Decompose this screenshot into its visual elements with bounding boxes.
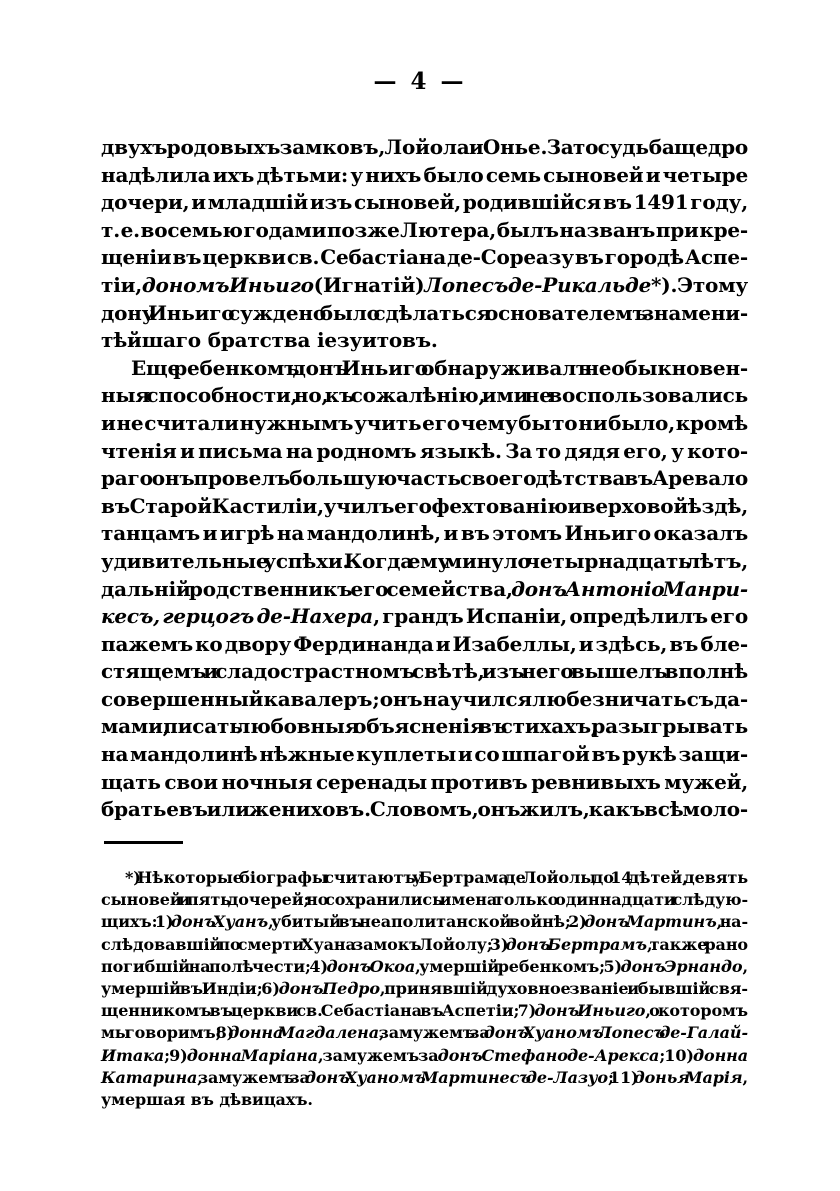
italic-text-run: донъ Хуаномъ Мартинесъ де-Лазуо bbox=[304, 1067, 608, 1087]
italic-text-run: донъ Окоа bbox=[326, 956, 416, 976]
text-line bbox=[101, 686, 748, 714]
text-run: стящемъ и сладострастномъ свѣтѣ, изъ него вышелъ вполнѣ bbox=[101, 659, 748, 684]
text-run: совершенный кавалеръ; онъ научился любезничать съ да- bbox=[101, 686, 748, 711]
footnote-line bbox=[101, 889, 748, 911]
footnote-line bbox=[101, 911, 748, 933]
italic-text-run: донъ Стефано де-Арекса bbox=[437, 1045, 660, 1065]
text-run: , принявшій духовное званіе и бывшій свя- bbox=[379, 979, 748, 999]
italic-text-run: Итака bbox=[101, 1045, 165, 1065]
footnote-line bbox=[101, 1022, 748, 1044]
text-line bbox=[101, 327, 748, 355]
text-run: , также рано bbox=[646, 934, 749, 954]
text-line bbox=[101, 382, 748, 410]
text-run: мы говоримъ; 8) bbox=[101, 1023, 229, 1043]
text-run: слѣдовавшій по смерти Хуана замокъ Лойолу; 3) bbox=[101, 934, 506, 954]
italic-text-run: донна bbox=[692, 1045, 748, 1065]
text-run: , о которомъ bbox=[645, 1001, 748, 1021]
text-line bbox=[101, 272, 748, 300]
italic-text-run: Катарина bbox=[101, 1067, 198, 1087]
text-line bbox=[101, 162, 748, 190]
text-run: на мандолинѣ нѣжные куплеты и со шпагой въ рукѣ защи- bbox=[101, 742, 748, 767]
text-line bbox=[101, 713, 748, 741]
main-text-block bbox=[101, 134, 748, 824]
text-run: тѣйшаго братства іезуитовъ. bbox=[101, 328, 438, 353]
text-run: , умершій ребенкомъ; 5) bbox=[415, 956, 621, 976]
text-run: щихъ: 1) bbox=[101, 912, 171, 932]
footnote-line bbox=[101, 978, 748, 1000]
italic-text-run: донъ Иньиго bbox=[534, 1001, 646, 1021]
text-line bbox=[101, 796, 748, 824]
text-run: ; 11) bbox=[608, 1067, 634, 1087]
page-number: — 4 — bbox=[373, 68, 467, 95]
text-line bbox=[101, 548, 748, 576]
italic-text-run: донна Маріана bbox=[186, 1045, 318, 1065]
text-run: пажемъ ко двору Фердинанда и Изабеллы, и здѣсь, въ бле- bbox=[101, 631, 748, 656]
italic-text-run: донъ Эрнандо bbox=[620, 956, 743, 976]
text-line bbox=[101, 438, 748, 466]
text-run: въ Старой Кастиліи, училъ его фехтованію и верховой ѣздѣ, bbox=[101, 493, 748, 518]
text-run: погибшій на полѣ чести; 4) bbox=[101, 956, 327, 976]
italic-text-run: кесъ, герцогъ де-Нахера bbox=[101, 604, 374, 629]
footnote-line bbox=[101, 956, 748, 978]
italic-text-run: донъ Педро bbox=[278, 979, 380, 999]
text-run: ныя способности, но, къ сожалѣнію, ими не воспользовались bbox=[101, 383, 748, 408]
text-run: сыновей и пять дочерей; но сохранились имена только одиннадцати слѣдую- bbox=[101, 890, 748, 910]
text-line bbox=[101, 300, 748, 328]
text-line bbox=[101, 355, 748, 383]
text-run: надѣлила ихъ дѣтьми: у нихъ было семь сыновей и четыре bbox=[101, 162, 748, 187]
text-line bbox=[101, 189, 748, 217]
text-line bbox=[101, 217, 748, 245]
text-run: умершій въ Индіи; 6) bbox=[101, 979, 279, 999]
text-line bbox=[101, 603, 748, 631]
italic-text-run: донъ Бертрамъ bbox=[505, 934, 647, 954]
text-run: Еще ребенкомъ донъ Иньиго обнаруживалъ необыкновен- bbox=[131, 355, 748, 380]
text-line bbox=[101, 410, 748, 438]
text-run: мами, писать любовныя объясненія въ стихахъ, разыгрывать bbox=[101, 714, 748, 739]
text-run: *) Нѣкоторые біографы считаютъ у Бертрама де Лойолы до 14 дѣтей, девять bbox=[125, 868, 748, 887]
text-run: щать свои ночныя серенады противъ ревнивыхъ мужей, bbox=[101, 769, 748, 794]
text-line bbox=[101, 769, 748, 797]
italic-text-run: донья Марія bbox=[633, 1067, 743, 1087]
text-run: , убитый въ неаполитанской войнѣ; 2) bbox=[268, 912, 585, 932]
text-run: , замужемъ за bbox=[317, 1045, 438, 1065]
text-run: *). Этому bbox=[651, 272, 748, 297]
italic-text-run: Лопесъ де-Рикальде bbox=[424, 272, 652, 297]
text-run: (Игнатій) bbox=[313, 272, 425, 297]
footnote-line bbox=[101, 867, 748, 889]
text-run: , замужемъ за bbox=[378, 1023, 484, 1043]
text-run: , bbox=[742, 1067, 748, 1087]
text-run: дальній родственникъ его семейства, bbox=[101, 576, 512, 601]
text-run: т. е. восемью годами позже Лютера, былъ названъ при кре- bbox=[101, 217, 748, 242]
text-line bbox=[101, 493, 748, 521]
footnote-line bbox=[101, 1067, 748, 1089]
italic-text-run: донъ Хуаномъ Лопесъ де-Галай- bbox=[483, 1023, 749, 1043]
text-run: , замужемъ за bbox=[197, 1067, 305, 1087]
text-run: дону Иньиго суждено было сдѣлаться основателемъ знамени- bbox=[101, 300, 748, 325]
text-line bbox=[101, 520, 748, 548]
italic-text-run: дономъ Иньиго bbox=[141, 272, 314, 297]
text-run: чтенія и письма на родномъ языкѣ. За то дядя его, у кото- bbox=[101, 438, 748, 463]
footnote-line bbox=[101, 1000, 748, 1022]
footnote-line bbox=[101, 934, 748, 956]
text-run: двухъ родовыхъ замковъ, Лойола и Онье. За то судьба щедро bbox=[101, 135, 748, 159]
text-run: щеніи въ церкви св. Себастіана де-Сореазу въ городѣ Аспе- bbox=[101, 245, 748, 270]
text-run: щенникомъ въ церкви св. Себастіана въ Аспетіи; 7) bbox=[101, 1001, 535, 1021]
italic-text-run: донъ Мартинъ bbox=[584, 912, 717, 932]
text-line bbox=[101, 658, 748, 686]
text-run: , на- bbox=[716, 912, 748, 932]
footnote-block bbox=[101, 867, 748, 1111]
footnote-separator-rule bbox=[104, 841, 183, 844]
text-run: ; 9) bbox=[164, 1045, 187, 1065]
text-run: дочери, и младшій изъ сыновей, родившійся въ 1491 году, bbox=[101, 190, 748, 215]
italic-text-run: донъ Хуанъ bbox=[170, 912, 269, 932]
text-run: тіи, bbox=[101, 272, 142, 297]
italic-text-run: донна Магдалена bbox=[228, 1023, 379, 1043]
footnote-line bbox=[101, 1045, 748, 1067]
text-line bbox=[101, 134, 748, 162]
italic-text-run: донъ Антоніо Манри- bbox=[511, 576, 748, 601]
text-run: удивительные успѣхи. Когда ему минуло четырнадцать лѣтъ, bbox=[101, 548, 748, 573]
text-run: и не считали нужнымъ учить его чему бы то ни было, кромѣ bbox=[101, 410, 748, 435]
text-run: братьевъ или жениховъ. Словомъ, онъ жилъ, какъ всѣ моло- bbox=[101, 797, 748, 822]
text-line bbox=[101, 631, 748, 659]
text-run: ; 10) bbox=[659, 1045, 693, 1065]
text-run: раго онъ провелъ большую часть своего дѣтства въ Аревало bbox=[101, 466, 748, 491]
text-line bbox=[101, 244, 748, 272]
text-run: танцамъ и игрѣ на мандолинѣ, и въ этомъ Иньиго оказалъ bbox=[101, 521, 748, 546]
text-line bbox=[101, 465, 748, 493]
text-run: , bbox=[742, 956, 748, 976]
text-run: , грандъ Испаніи, опредѣлилъ его bbox=[373, 604, 748, 629]
text-line bbox=[101, 741, 748, 769]
text-line bbox=[101, 576, 748, 604]
text-run: умершая въ дѣвицахъ. bbox=[101, 1090, 313, 1110]
footnote-line bbox=[101, 1089, 748, 1111]
